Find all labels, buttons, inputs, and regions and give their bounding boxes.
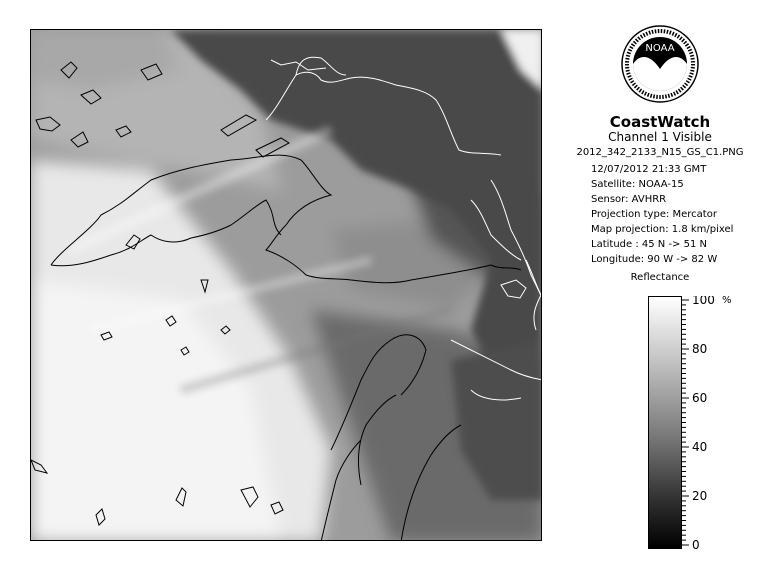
product-title: CoastWatch — [609, 113, 711, 131]
satellite: Satellite: NOAA-15 — [591, 179, 684, 190]
colorbar-label: 0 — [692, 538, 700, 549]
image-metadata — [591, 162, 733, 267]
colorbar-unit: % — [722, 296, 732, 306]
logo-text: NOAA — [645, 43, 675, 54]
colorbar-label: 100 — [692, 296, 715, 307]
colorbar-scale — [682, 296, 742, 549]
colorbar-label: 80 — [692, 342, 708, 356]
channel-label: Channel 1 Visible — [608, 130, 712, 144]
map-projection: Map projection: 1.8 km/pixel — [591, 224, 734, 235]
longitude-range: Longitude: 90 W -> 82 W — [591, 254, 718, 265]
projection-type: Projection type: Mercator — [591, 209, 717, 220]
noaa-logo — [620, 24, 700, 104]
satellite-image — [30, 29, 542, 541]
reflectance-colorbar — [648, 296, 682, 549]
file-name: 2012_342_2133_N15_GS_C1.PNG — [576, 147, 744, 158]
colorbar-title: Reflectance — [630, 272, 690, 283]
sensor: Sensor: AVHRR — [591, 194, 667, 205]
latitude-range: Latitude : 45 N -> 51 N — [591, 239, 707, 250]
colorbar-label: 40 — [692, 440, 708, 454]
datetime: 12/07/2012 21:33 GMT — [591, 164, 707, 175]
colorbar-label: 60 — [692, 391, 708, 405]
colorbar-label: 20 — [692, 489, 708, 503]
satellite-map — [31, 30, 542, 541]
